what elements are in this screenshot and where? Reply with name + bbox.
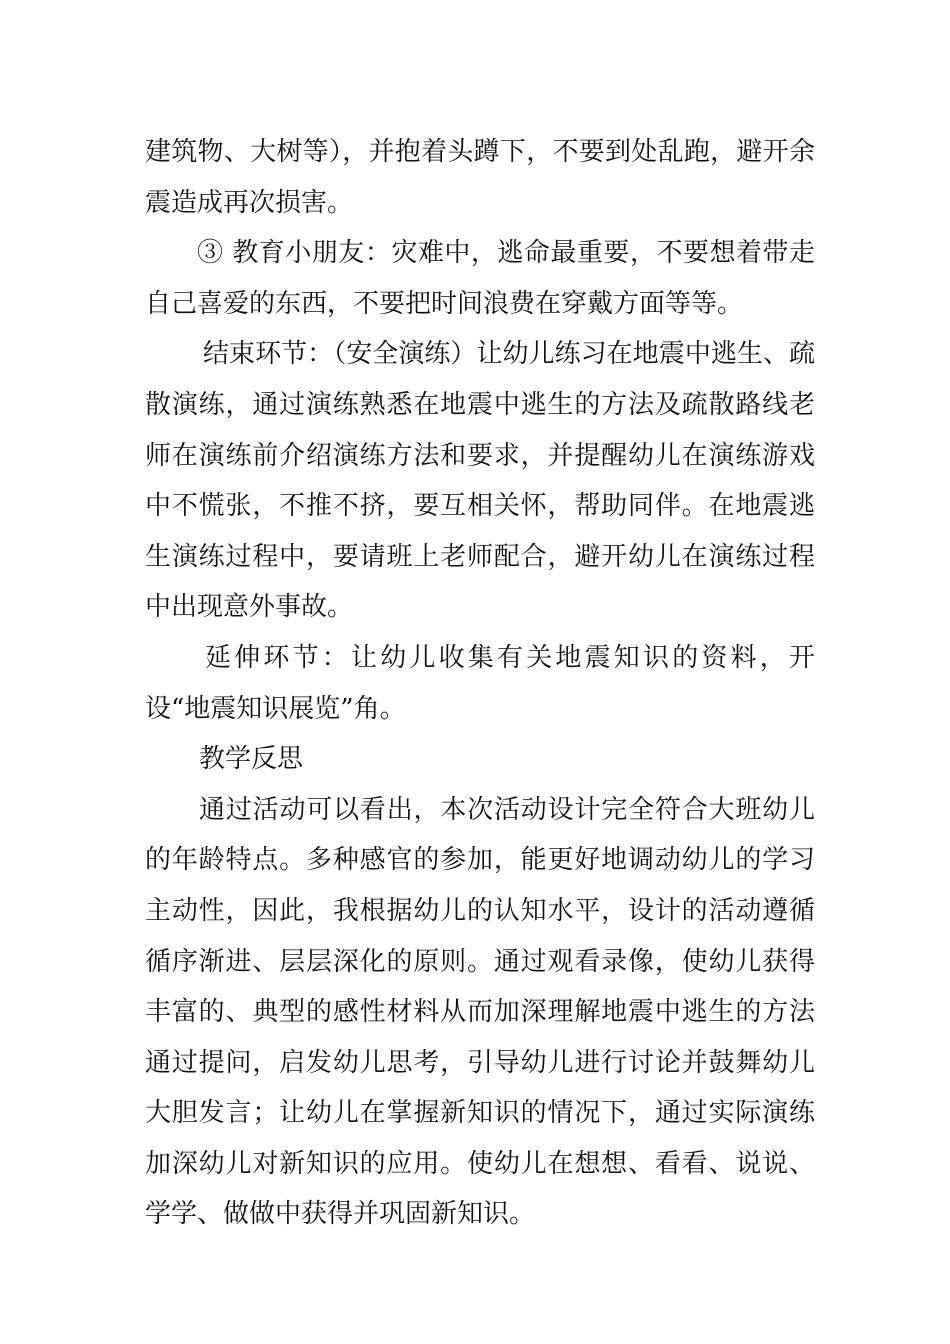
paragraph-education-point-3: ③ 教育小朋友：灾难中，逃命最重要，不要想着带走自己喜爱的东西，不要把时间浪费在穿戴方面等等。 — [145, 238, 815, 319]
paragraph-extension-section: 延伸环节：让幼儿收集有关地震知识的资料，开设“地震知识展览”角。 — [145, 642, 815, 724]
paragraph-reflection: 通过活动可以看出，本次活动设计完全符合大班幼儿的年龄特点。多种感官的参加，能更好地调动幼儿的学习主动性，因此，我根据幼儿的认知水平，设计的活动遵循循序渐进、层层深化的原则。通过观看录像，使幼儿获得丰富的、典型的感性材料从而加深理解地震中逃生的方法通过提问，启发幼儿思考，引导幼儿进行讨论并鼓舞幼儿大胆发言；让幼儿在掌握新知识的情况下，通过实际演练加深幼儿对新知识的应用。使幼儿在想想、看看、说说、学学、做做中获得并巩固新知识。 — [145, 794, 815, 1230]
document-body — [145, 127, 815, 1240]
section-heading-teaching-reflection: 教学反思 — [199, 744, 304, 775]
paragraph-closing-section: 结束环节：（安全演练）让幼儿练习在地震中逃生、疏散演练，通过演练熟悉在地震中逃生的方法及疏散路线老师在演练前介绍演练方法和要求，并提醒幼儿在演练游戏中不慌张，不推不挤，要互相关怀，帮助同伴。在地震逃生演练过程中，要请班上老师配合，避开幼儿在演练过程中出现意外事故。 — [145, 339, 815, 623]
paragraph-evacuation-end: 建筑物、大树等），并抱着头蹲下，不要到处乱跑，避开余震造成再次损害。 — [145, 137, 815, 218]
